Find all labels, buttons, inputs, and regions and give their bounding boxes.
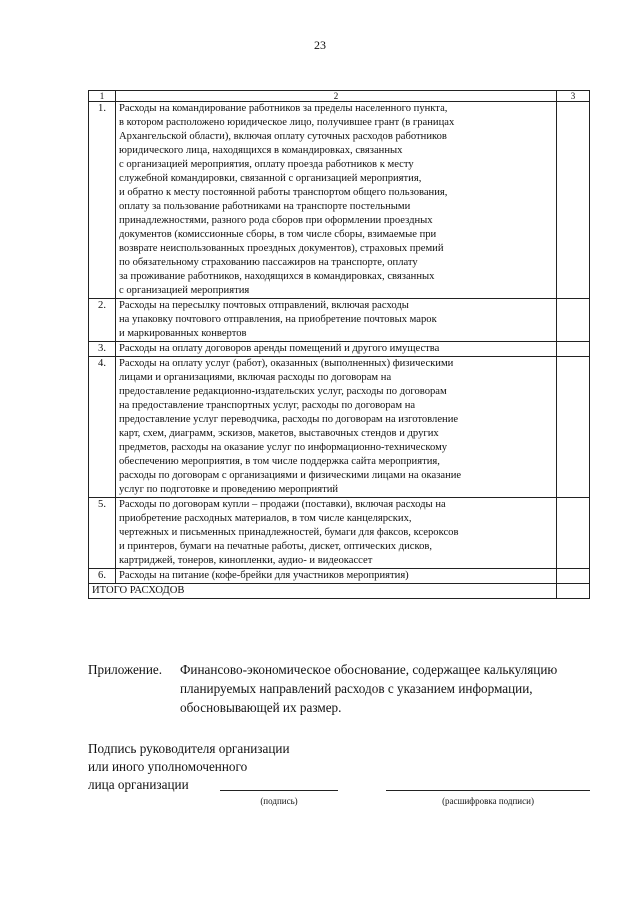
row-number: 4.: [89, 357, 116, 498]
total-label: ИТОГО РАСХОДОВ: [89, 584, 557, 599]
row-amount: [557, 342, 590, 357]
signature-decoding-line: [386, 790, 590, 791]
row-amount: [557, 498, 590, 569]
expenses-table: [88, 90, 590, 599]
row-number: 3.: [89, 342, 116, 357]
row-number: 5.: [89, 498, 116, 569]
table-row: [89, 569, 590, 584]
signature-line: [220, 790, 338, 791]
table-row: [89, 357, 590, 498]
signature-label-line-3: лица организации: [88, 777, 189, 792]
row-description: Расходы на оплату договоров аренды помещений и другого имущества: [116, 342, 557, 357]
table-row: [89, 498, 590, 569]
page-number: 23: [314, 38, 326, 52]
signature-block: [88, 740, 608, 806]
row-amount: [557, 357, 590, 498]
row-amount: [557, 102, 590, 299]
header-cell-3: 3: [557, 91, 590, 102]
appendix-label: Приложение.: [88, 662, 163, 677]
total-row: [89, 584, 590, 599]
header-cell-2: 2: [116, 91, 557, 102]
table-row: [89, 102, 590, 299]
signature-caption: (подпись): [260, 796, 298, 806]
row-description: Расходы на оплату услуг (работ), оказанных (выполненных) физическими лицами и организациями, включая расходы по договорам на предоставление редакционно-издательских услуг, расходы по договорам на предоставление транспортных услуг, расходы по договорам на предоставление услуг переводчика, расходы по договорам на изготовление карт, схем, диаграмм, эскизов, макетов, выставочных стендов и других предметов, расходы на оказание услуг по информационно-техническому обеспечению мероприятия, в том числе поддержка сайта мероприятия, расходы по договорам с организациями и физическими лицами на оказание услуг по подготовке и проведению мероприятий: [116, 357, 557, 498]
total-amount: [557, 584, 590, 599]
row-description: Расходы по договорам купли – продажи (поставки), включая расходы на приобретение расходных материалов, в том числе канцелярских, чертежных и письменных принадлежностей, бумаги для факсов, ксероксов и принтеров, бумаги на печатные работы, дискет, оптических дисков, картриджей, тонеров, кинопленки, аудио- и видеокассет: [116, 498, 557, 569]
row-number: 2.: [89, 299, 116, 342]
signature-label-line-2: или иного уполномоченного: [88, 759, 248, 774]
header-cell-1: 1: [89, 91, 116, 102]
appendix: [88, 660, 608, 717]
row-amount: [557, 569, 590, 584]
row-description: Расходы на пересылку почтовых отправлений, включая расходы на упаковку почтового отправления, на приобретение почтовых марок и маркированных конвертов: [116, 299, 557, 342]
appendix-text: Финансово-экономическое обоснование, содержащее калькуляцию планируемых направлений расходов с указанием информации, обосновывающей их размер.: [180, 662, 558, 715]
row-amount: [557, 299, 590, 342]
table-header-row: [89, 91, 590, 102]
table-row: [89, 342, 590, 357]
row-description: Расходы на питание (кофе-брейки для участников мероприятия): [116, 569, 557, 584]
table-row: [89, 299, 590, 342]
row-number: 6.: [89, 569, 116, 584]
row-number: 1.: [89, 102, 116, 299]
signature-decoding-caption: (расшифровка подписи): [442, 796, 534, 806]
row-description: Расходы на командирование работников за пределы населенного пункта, в котором расположено юридическое лицо, получившее грант (в границах Архангельской области), включая оплату суточных расходов работников юридического лица, находящихся в командировках, связанных с организацией мероприятия, оплату проезда работников к месту служебной командировки, связанной с организацией мероприятия, и обратно к месту постоянной работы транспортом общего пользования, оплату за пользование работниками на транспорте постельными принадлежностями, разного рода сборов при оформлении проездных документов (комиссионные сборы, в том числе сборы, взимаемые при возврате неиспользованных проездных документов), страховых премий по обязательному страхованию пассажиров на транспорте, оплату за проживание работников, находящихся в командировках, связанных с организацией мероприятия: [116, 102, 557, 299]
signature-label-line-1: Подпись руководителя организации: [88, 741, 290, 756]
